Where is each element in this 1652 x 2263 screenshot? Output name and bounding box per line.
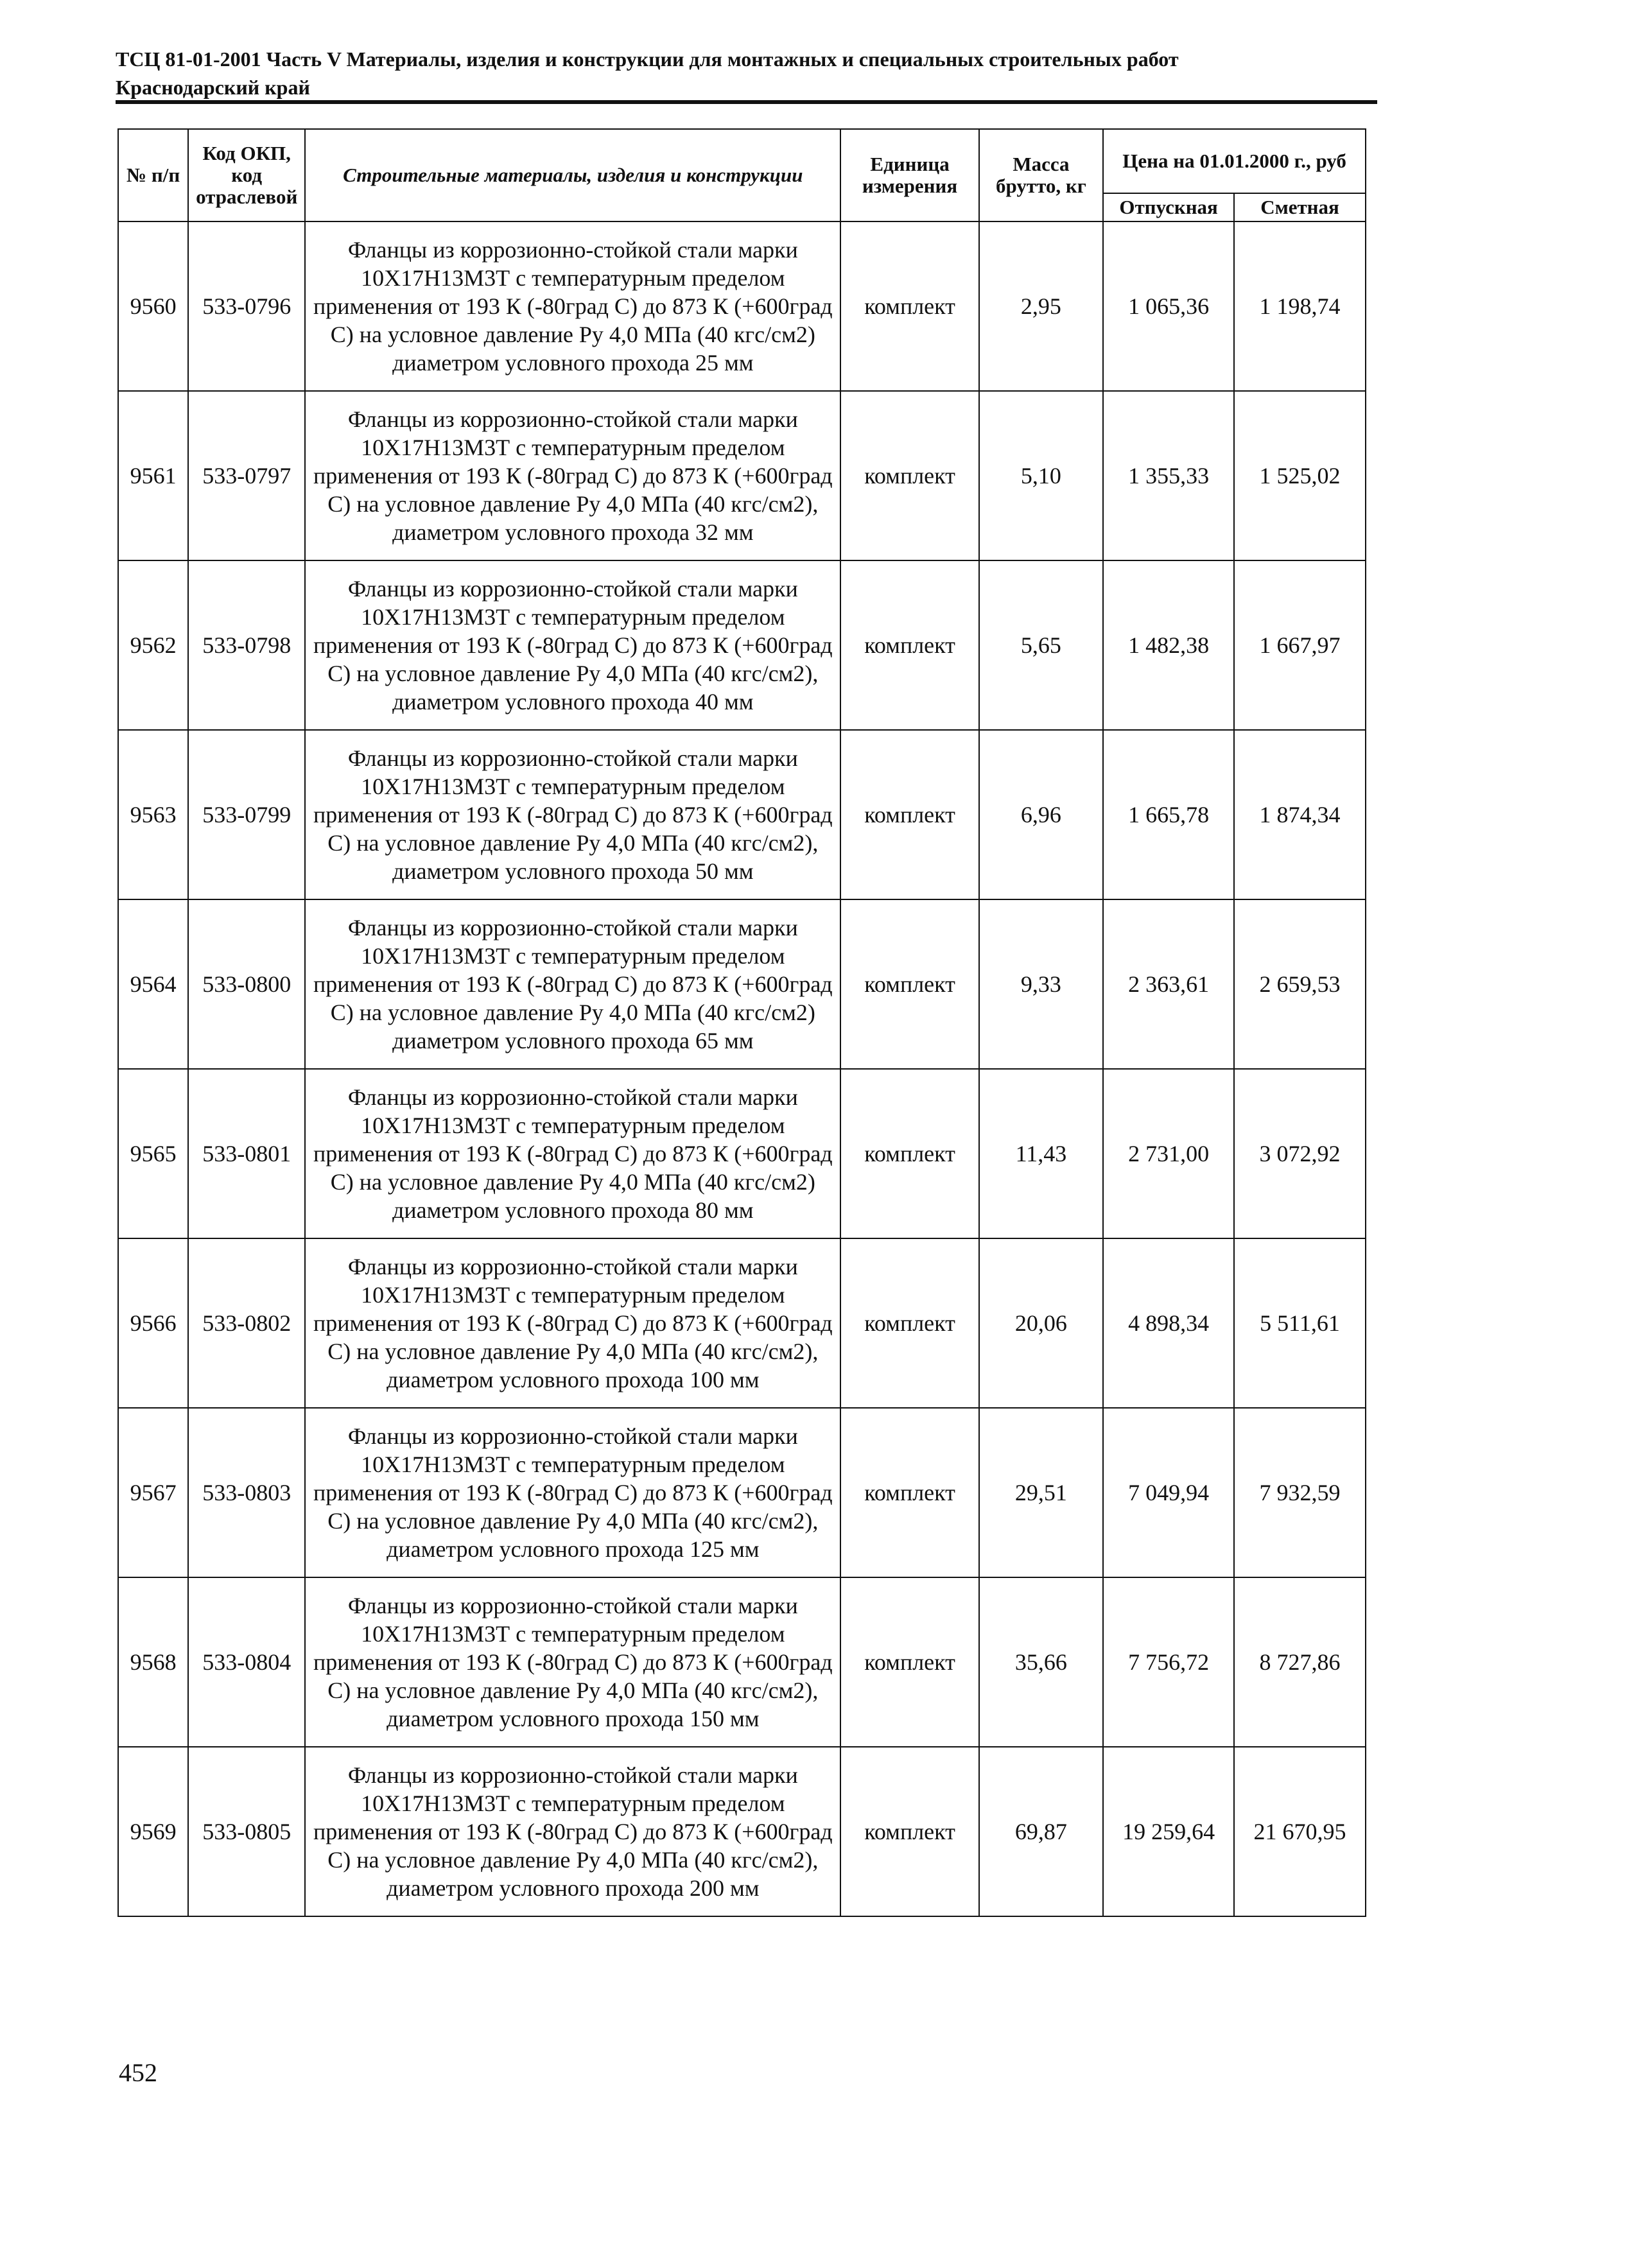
cell-description: Фланцы из коррозионно-стойкой стали марки 10Х17Н13М3Т с температурным пределом применения от 193 К (-80град С) до 873 К (+600град С) на условное давление Ру 4,0 МПа (40 кгс/см2), диаметром условного прохода 200 мм [305, 1747, 840, 1916]
cell-unit: комплект [840, 1069, 978, 1238]
table-row [118, 221, 1366, 391]
table-head [118, 129, 1366, 221]
table-row [118, 1238, 1366, 1408]
cell-code: 533-0796 [188, 221, 305, 391]
cell-num: 9564 [118, 899, 188, 1069]
col-header-code: Код ОКП, код отраслевой [188, 129, 305, 221]
cell-mass: 20,06 [979, 1238, 1103, 1408]
cell-num: 9561 [118, 391, 188, 560]
cell-price-estimate: 1 667,97 [1234, 560, 1366, 730]
cell-price-estimate: 8 727,86 [1234, 1577, 1366, 1747]
cell-price-release: 2 731,00 [1103, 1069, 1234, 1238]
cell-description: Фланцы из коррозионно-стойкой стали марки 10Х17Н13М3Т с температурным пределом применения от 193 К (-80град С) до 873 К (+600град С) на условное давление Ру 4,0 МПа (40 кгс/см2), диаметром условного прохода 125 мм [305, 1408, 840, 1577]
cell-mass: 29,51 [979, 1408, 1103, 1577]
cell-description: Фланцы из коррозионно-стойкой стали марки 10Х17Н13М3Т с температурным пределом применения от 193 К (-80град С) до 873 К (+600град С) на условное давление Ру 4,0 МПа (40 кгс/см2) диаметром условного прохода 25 мм [305, 221, 840, 391]
cell-unit: комплект [840, 391, 978, 560]
cell-code: 533-0799 [188, 730, 305, 899]
cell-price-estimate: 1 525,02 [1234, 391, 1366, 560]
cell-unit: комплект [840, 560, 978, 730]
cell-price-release: 7 049,94 [1103, 1408, 1234, 1577]
cell-mass: 2,95 [979, 221, 1103, 391]
header-rule [116, 100, 1377, 104]
cell-price-estimate: 3 072,92 [1234, 1069, 1366, 1238]
cell-unit: комплект [840, 1747, 978, 1916]
cell-num: 9560 [118, 221, 188, 391]
cell-description: Фланцы из коррозионно-стойкой стали марки 10Х17Н13М3Т с температурным пределом применения от 193 К (-80град С) до 873 К (+600град С) на условное давление Ру 4,0 МПа (40 кгс/см2) диаметром условного прохода 80 мм [305, 1069, 840, 1238]
document-header [116, 45, 1380, 101]
col-header-name: Строительные материалы, изделия и конструкции [305, 129, 840, 221]
cell-mass: 6,96 [979, 730, 1103, 899]
cell-description: Фланцы из коррозионно-стойкой стали марки 10Х17Н13М3Т с температурным пределом применения от 193 К (-80град С) до 873 К (+600град С) на условное давление Ру 4,0 МПа (40 кгс/см2), диаметром условного прохода 50 мм [305, 730, 840, 899]
cell-code: 533-0801 [188, 1069, 305, 1238]
cell-unit: комплект [840, 221, 978, 391]
cell-mass: 9,33 [979, 899, 1103, 1069]
table-row [118, 1747, 1366, 1916]
cell-num: 9568 [118, 1577, 188, 1747]
cell-mass: 35,66 [979, 1577, 1103, 1747]
cell-description: Фланцы из коррозионно-стойкой стали марки 10Х17Н13М3Т с температурным пределом применения от 193 К (-80град С) до 873 К (+600град С) на условное давление Ру 4,0 МПа (40 кгс/см2) диаметром условного прохода 65 мм [305, 899, 840, 1069]
col-header-mass: Масса брутто, кг [979, 129, 1103, 221]
table-row [118, 391, 1366, 560]
cell-price-release: 1 665,78 [1103, 730, 1234, 899]
cell-price-estimate: 2 659,53 [1234, 899, 1366, 1069]
cell-num: 9565 [118, 1069, 188, 1238]
table-row [118, 560, 1366, 730]
cell-num: 9562 [118, 560, 188, 730]
col-header-price: Цена на 01.01.2000 г., руб [1103, 129, 1366, 193]
cell-unit: комплект [840, 730, 978, 899]
cell-code: 533-0804 [188, 1577, 305, 1747]
cell-description: Фланцы из коррозионно-стойкой стали марки 10Х17Н13М3Т с температурным пределом применения от 193 К (-80град С) до 873 К (+600град С) на условное давление Ру 4,0 МПа (40 кгс/см2), диаметром условного прохода 32 мм [305, 391, 840, 560]
cell-code: 533-0803 [188, 1408, 305, 1577]
col-header-price-release: Отпускная [1103, 193, 1234, 221]
table-row [118, 730, 1366, 899]
cell-unit: комплект [840, 1408, 978, 1577]
cell-price-estimate: 21 670,95 [1234, 1747, 1366, 1916]
cell-price-release: 1 482,38 [1103, 560, 1234, 730]
cell-num: 9567 [118, 1408, 188, 1577]
cell-num: 9563 [118, 730, 188, 899]
cell-price-release: 7 756,72 [1103, 1577, 1234, 1747]
cell-code: 533-0797 [188, 391, 305, 560]
col-header-unit: Единица измерения [840, 129, 978, 221]
cell-code: 533-0798 [188, 560, 305, 730]
cell-price-release: 1 065,36 [1103, 221, 1234, 391]
page-number: 452 [119, 2058, 157, 2087]
document-region: Краснодарский край [116, 76, 310, 99]
cell-num: 9566 [118, 1238, 188, 1408]
price-table [117, 128, 1366, 1917]
document-title: ТСЦ 81-01-2001 Часть V Материалы, изделия и конструкции для монтажных и специальных строительных работ [116, 48, 1179, 71]
cell-price-estimate: 7 932,59 [1234, 1408, 1366, 1577]
cell-mass: 11,43 [979, 1069, 1103, 1238]
table-row [118, 899, 1366, 1069]
cell-price-estimate: 1 198,74 [1234, 221, 1366, 391]
cell-description: Фланцы из коррозионно-стойкой стали марки 10Х17Н13М3Т с температурным пределом применения от 193 К (-80град С) до 873 К (+600град С) на условное давление Ру 4,0 МПа (40 кгс/см2), диаметром условного прохода 150 мм [305, 1577, 840, 1747]
table-row [118, 1408, 1366, 1577]
table-row [118, 1069, 1366, 1238]
cell-price-estimate: 5 511,61 [1234, 1238, 1366, 1408]
cell-code: 533-0802 [188, 1238, 305, 1408]
cell-code: 533-0800 [188, 899, 305, 1069]
cell-price-estimate: 1 874,34 [1234, 730, 1366, 899]
cell-unit: комплект [840, 1238, 978, 1408]
cell-price-release: 4 898,34 [1103, 1238, 1234, 1408]
cell-price-release: 19 259,64 [1103, 1747, 1234, 1916]
col-header-num: № п/п [118, 129, 188, 221]
col-header-price-estimate: Сметная [1234, 193, 1366, 221]
cell-num: 9569 [118, 1747, 188, 1916]
cell-unit: комплект [840, 899, 978, 1069]
cell-description: Фланцы из коррозионно-стойкой стали марки 10Х17Н13М3Т с температурным пределом применения от 193 К (-80град С) до 873 К (+600град С) на условное давление Ру 4,0 МПа (40 кгс/см2), диаметром условного прохода 40 мм [305, 560, 840, 730]
cell-mass: 69,87 [979, 1747, 1103, 1916]
cell-unit: комплект [840, 1577, 978, 1747]
cell-price-release: 1 355,33 [1103, 391, 1234, 560]
cell-mass: 5,10 [979, 391, 1103, 560]
table-row [118, 1577, 1366, 1747]
table-body [118, 221, 1366, 1916]
cell-price-release: 2 363,61 [1103, 899, 1234, 1069]
cell-description: Фланцы из коррозионно-стойкой стали марки 10Х17Н13М3Т с температурным пределом применения от 193 К (-80град С) до 873 К (+600град С) на условное давление Ру 4,0 МПа (40 кгс/см2), диаметром условного прохода 100 мм [305, 1238, 840, 1408]
cell-mass: 5,65 [979, 560, 1103, 730]
cell-code: 533-0805 [188, 1747, 305, 1916]
